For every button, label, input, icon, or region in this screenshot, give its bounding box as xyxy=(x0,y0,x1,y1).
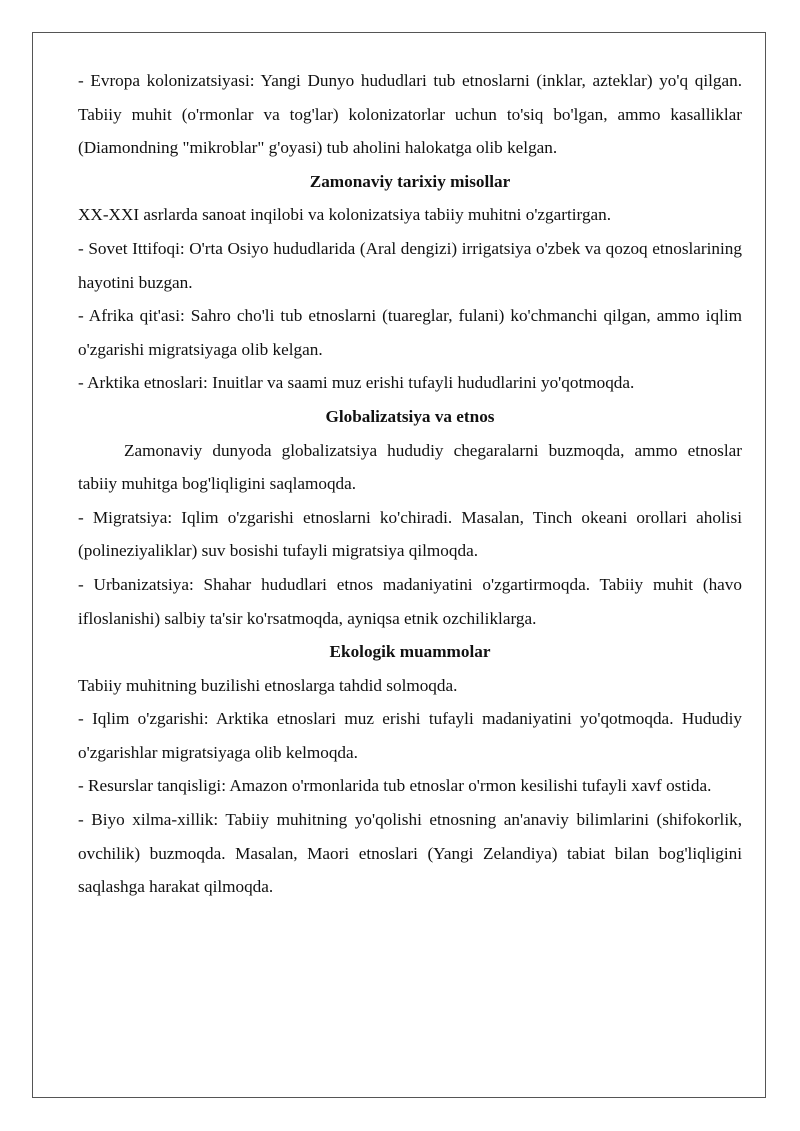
document-body xyxy=(78,64,742,904)
heading-ecological-problems: Ekologik muammolar xyxy=(329,642,491,662)
heading-globalization: Globalizatsiya va etnos xyxy=(325,406,495,426)
paragraph-arctic-ethnoses: - Arktika etnoslari: Inuitlar va saami muz erishi tufayli hududlarini yo'qotmoqda. xyxy=(78,373,635,393)
paragraph-europe-colonization: - Evropa kolonizatsiyasi: Yangi Dunyo hududlari tub etnoslarni (inklar, azteklar) yo'q qilgan. Tabiiy muhit (o'rmonlar va tog'lar) kolonizatorlar uchun to'siq bo'lgan, ammo kasalliklar (Diamondning "mikroblar" g'oyasi) tub aholini halokatga olib kelgan. xyxy=(78,71,742,158)
paragraph-migration: - Migratsiya: Iqlim o'zgarishi etnoslarni ko'chiradi. Masalan, Tinch okeani orollari aholisi (polineziyaliklar) suv bosishi tufayli migratsiya qilmoqda. xyxy=(78,507,742,561)
paragraph-xx-xxi-centuries: XX-XXI asrlarda sanoat inqilobi va kolonizatsiya tabiiy muhitni o'zgartirgan. xyxy=(78,205,612,225)
paragraph-modern-world: Zamonaviy dunyoda globalizatsiya hududiy chegaralarni buzmoqda, ammo etnoslar tabiiy muhitga bog'liqligini saqlamoqda. xyxy=(78,440,742,494)
paragraph-soviet-union: - Sovet Ittifoqi: O'rta Osiyo hududlarida (Aral dengizi) irrigatsiya o'zbek va qozoq etnoslarining hayotini buzgan. xyxy=(78,238,742,292)
paragraph-climate-change: - Iqlim o'zgarishi: Arktika etnoslari muz erishi tufayli madaniyatini yo'qotmoqda. Hududiy o'zgarishlar migratsiyaga olib kelmoqda. xyxy=(78,709,742,762)
paragraph-urbanization: - Urbanizatsiya: Shahar hududlari etnos madaniyatini o'zgartirmoqda. Tabiiy muhit (havo ifloslanishi) salbiy ta'sir ko'rsatmoqda, ayniqsa etnik ozchiliklarga. xyxy=(78,574,742,628)
paragraph-biodiversity: - Biyo xilma-xillik: Tabiiy muhitning yo'qolishi etnosning an'anaviy bilimlarini (shifokorlik, ovchilik) buzmoqda. Masalan, Maori etnoslari (Yangi Zelandiya) tabiat bilan bog'liqligini saqlashga harakat qilmoqda. xyxy=(78,810,742,897)
heading-modern-historical-examples: Zamonaviy tarixiy misollar xyxy=(309,171,511,191)
paragraph-africa: - Afrika qit'asi: Sahro cho'li tub etnoslarni (tuareglar, fulani) ko'chmanchi qilgan, ammo iqlim o'zgarishi migratsiyaga olib kelgan. xyxy=(78,306,742,359)
paragraph-resource-shortage: - Resurslar tanqisligi: Amazon o'rmonlarida tub etnoslar o'rmon kesilishi tufayli xavf ostida. xyxy=(78,776,712,796)
paragraph-nature-destruction: Tabiiy muhitning buzilishi etnoslarga tahdid solmoqda. xyxy=(78,675,458,695)
